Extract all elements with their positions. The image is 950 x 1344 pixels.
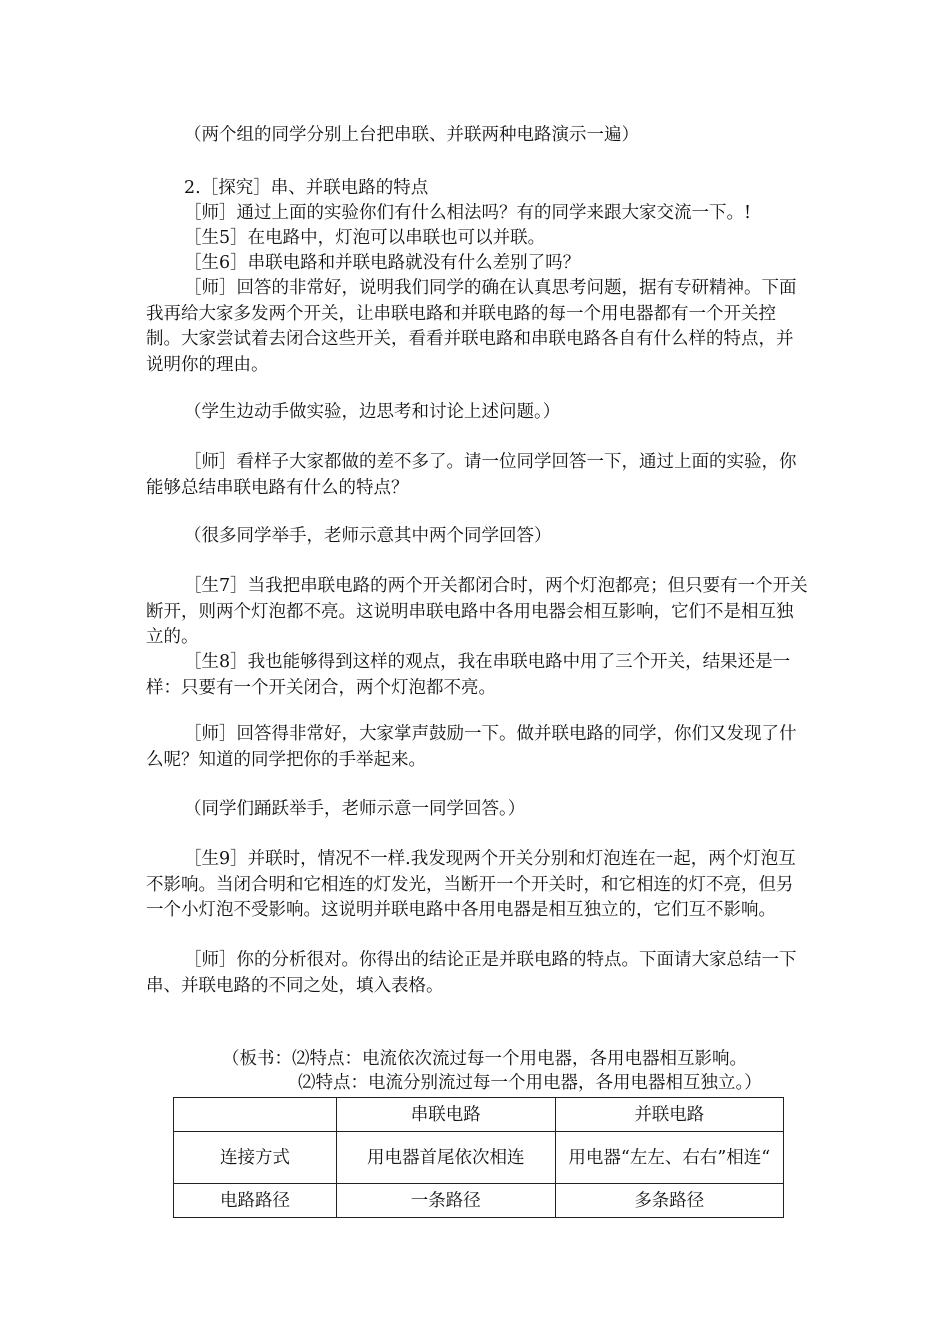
- teacher-line: ［师］通过上面的实验你们有什么相法吗？有的同学来跟大家交流一下。!: [184, 203, 752, 223]
- stage-note-demo: （两个组的同学分别上台把串联、并联两种电路演示一遍）: [184, 125, 639, 145]
- table-cell: 电路路径: [174, 1184, 337, 1218]
- teacher-line: ［师］回答的非常好，说明我们同学的确在认真思考问题，据有专研精神。下面我再给大家多发两个开关，让串联电路和并联电路的每一个用电器都有一个开关控制。大家尝试着去闭合这些开关，看看并联电路和串联电路各自有什么样的特点，并说明你的理由。: [146, 278, 797, 375]
- teacher-line: ［师］你的分析很对。你得出的结论正是并联电路的特点。下面请大家总结一下串、并联电路的不同之处，填入表格。: [146, 950, 797, 996]
- table-cell: 连接方式: [174, 1132, 337, 1184]
- teacher-line: ［师］看样子大家都做的差不多了。请一位同学回答一下，通过上面的实验，你能够总结串联电路有什么的特点？: [146, 452, 797, 498]
- table-header-cell: 并联电路: [555, 1098, 783, 1132]
- table-cell: 用电器“左左、右右”相连“: [555, 1132, 783, 1184]
- stage-note: （学生边动手做实验，边思考和讨论上述问题。）: [184, 402, 561, 422]
- table-header-cell: [174, 1098, 337, 1132]
- comparison-table: [173, 1097, 784, 1218]
- board-note-line-2: ⑵特点：电流分别流过每一个用电器，各用电器相互独立。）: [298, 1073, 762, 1093]
- student-line: ［生6］串联电路和并联电路就没有什么差别了吗？: [184, 253, 581, 273]
- student-line: ［生8］我也能够得到这样的观点，我在串联电路中用了三个开关，结果还是一样：只要有一个开关闭合，两个灯泡都不亮。: [146, 652, 791, 698]
- student-line: ［生5］在电路中，灯泡可以串联也可以并联。: [184, 228, 546, 248]
- student-line: ［生9］并联时，情况不一样.我发现两个开关分别和灯泡连在一起，两个灯泡互不影响。当闭合明和它相连的灯发光，当断开一个开关时，和它相连的灯不亮，但另一个小灯泡不受影响。这说明并联电路中各用电器是相互独立的，它们互不影响。: [146, 849, 796, 920]
- board-note-line-1: （板书：⑵特点：电流依次流过每一个用电器，各用电器相互影响。: [222, 1049, 747, 1069]
- section-heading: 2.［探究］串、并联电路的特点: [184, 178, 429, 198]
- table-header-row: [174, 1098, 784, 1132]
- stage-note: （很多同学举手，老师示意其中两个同学回答）: [184, 526, 552, 546]
- table-header-cell: 串联电路: [336, 1098, 555, 1132]
- table-row: [174, 1184, 784, 1218]
- table-cell: 多条路径: [555, 1184, 783, 1218]
- stage-note: （同学们踊跃举手，老师示意一同学回答。）: [184, 799, 526, 819]
- table-cell: 用电器首尾依次相连: [336, 1132, 555, 1184]
- teacher-line: ［师］回答得非常好，大家掌声鼓励一下。做并联电路的同学，你们又发现了什么呢？知道的同学把你的手举起来。: [146, 724, 797, 770]
- table-row: [174, 1132, 784, 1184]
- table-cell: 一条路径: [336, 1184, 555, 1218]
- student-line: ［生7］当我把串联电路的两个开关都闭合时，两个灯泡都亮；但只要有一个开关断开，则两个灯泡都不亮。这说明串联电路中各用电器会相互影响，它们不是相互独立的。: [146, 576, 808, 647]
